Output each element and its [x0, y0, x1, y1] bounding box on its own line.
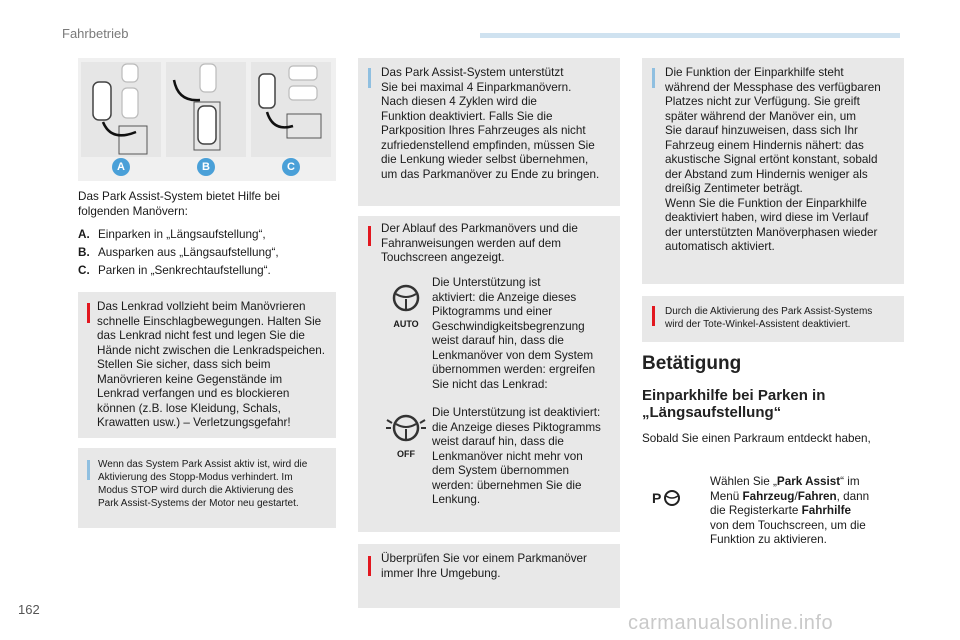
info-icon — [652, 68, 655, 88]
warning-icon — [368, 226, 371, 246]
auto-icon-label: AUTO — [393, 319, 419, 329]
watermark: carmanualsonline.info — [628, 612, 834, 634]
info-box-max-maneuvers — [358, 58, 620, 206]
body-text: Sobald Sie einen Parkraum entdeckt haben, — [642, 432, 871, 445]
svg-text:P: P — [652, 490, 662, 506]
info-box-parking-sensors — [642, 58, 904, 284]
diagram-panel-a — [81, 62, 161, 157]
auto-text: Die Unterstützung ist aktiviert: die Anzeige dieses Piktogramms und einer Geschwindigkeitsbegrenzung weist darauf hin, dass die Lenkmanöver von dem System übernommen werden: ergreifen Sie nicht das Lenkrad: — [432, 276, 596, 391]
maneuver-list — [78, 228, 279, 282]
info-icon — [87, 460, 90, 480]
info-text: Die Funktion der Einparkhilfe steht während der Messphase des verfügbaren Platzes nicht zur Verfügung. Sie greift später während der Manöver ein, um Sie darauf hinzuweisen, dass sich Ihr Fahrzeug einem Hindernis nähert: das akustische Signal ertönt konstant, sobald der Abstand zum Hindernis weniger als dreißig Zentimeter beträgt. Wenn Sie die Funktion der Einparkhilfe deaktiviert haben, wird diese im Verlauf der unterstützten Manöverphasen wieder automatisch aktiviert. — [665, 66, 881, 253]
steering-off-icon — [384, 412, 428, 460]
list-text: Einparken in „Längsaufstellung“, — [98, 228, 266, 241]
parking-diagram — [78, 58, 336, 181]
step-instruction: Wählen Sie „Park Assist“ im Menü Fahrzeug/Fahren, dann die Registerkarte Fahrhilfe von dem Touchscreen, um die Funktion zu aktivieren. — [710, 475, 870, 546]
off-text: Die Unterstützung ist deaktiviert: die Anzeige dieses Piktogramms weist darauf hin, dass die Lenkmanöver nicht mehr von dem System übernommen werden: übernehmen Sie die Lenkung. — [432, 406, 601, 506]
park-assist-icon — [652, 486, 684, 512]
intro-line: Das Park Assist-System bietet Hilfe bei — [78, 190, 281, 203]
info-box-stop-mode — [78, 448, 336, 528]
list-text: Ausparken aus „Längsaufstellung“, — [98, 246, 279, 259]
list-item — [78, 228, 279, 246]
warning-icon — [87, 303, 90, 323]
section-title: Fahrbetrieb — [62, 26, 129, 41]
subheading-laengsaufstellung: Einparkhilfe bei Parken in „Längsaufstellung“ — [642, 387, 826, 421]
parallel-parking-in-illustration — [81, 62, 161, 157]
steering-auto-icon — [386, 282, 426, 330]
list-text: Parken in „Senkrechtaufstellung“. — [98, 264, 271, 277]
warning-box-check-surroundings — [358, 544, 620, 608]
warning-box-touchscreen — [358, 216, 620, 532]
info-text: Wenn das System Park Assist aktiv ist, wird die Aktivierung des Stopp-Modus verhindert. Im Modus STOP wird durch die Aktivierung des Park Assist-Systems der Motor neu gestartet. — [98, 459, 308, 509]
warning-text: Durch die Aktivierung des Park Assist-Systems wird der Tote-Winkel-Assistent deaktiviert. — [665, 306, 873, 330]
intro-text — [78, 190, 280, 219]
diagram-panel-c — [251, 62, 331, 157]
warning-text: Das Lenkrad vollzieht beim Manövrieren schnelle Einschlagbewegungen. Halten Sie das Lenkrad nicht fest und legen Sie die Hände nicht zwischen die Lenkradspeichen. Stellen Sie sicher, dass sich beim Manövrieren keine Gegenstände im Lenkrad verfangen und es blockieren können (z.B. lose Kleidung, Schals, Krawatten usw.) – Verletzungsgefahr! — [97, 300, 326, 429]
warning-text: Überprüfen Sie vor einem Parkmanöver immer Ihre Umgebung. — [381, 552, 587, 580]
warning-icon — [652, 306, 655, 326]
header-bar — [480, 33, 900, 38]
warning-text: Der Ablauf des Parkmanövers und die Fahranweisungen werden auf dem Touchscreen angezeigt. — [381, 222, 578, 264]
list-letter: A. — [78, 228, 90, 241]
warning-icon — [368, 556, 371, 576]
parallel-parking-out-illustration — [166, 62, 246, 157]
diagram-label-c: C — [282, 158, 300, 176]
list-item — [78, 246, 279, 264]
warning-box-blind-spot — [642, 296, 904, 342]
diagram-label-b: B — [197, 158, 215, 176]
list-letter: C. — [78, 264, 90, 277]
diagram-panel-b — [166, 62, 246, 157]
intro-line: folgenden Manövern: — [78, 204, 188, 218]
info-text: Das Park Assist-System unterstützt Sie bei maximal 4 Einparkmanövern. Nach diesen 4 Zyklen wird die Funktion deaktiviert. Falls Sie die Parkposition Ihres Fahrzeuges als nicht zufriedenstellend empfinden, müssen Sie die Lenkung wieder selbst übernehmen, um das Parkmanöver zu Ende zu bringen. — [381, 66, 600, 181]
perpendicular-parking-illustration — [251, 62, 331, 157]
warning-box-steering — [78, 292, 336, 438]
page-number: 162 — [18, 602, 40, 617]
heading-betaetigung: Betätigung — [642, 353, 742, 374]
off-icon-label: OFF — [397, 449, 415, 459]
info-icon — [368, 68, 371, 88]
list-letter: B. — [78, 246, 90, 259]
list-item — [78, 264, 279, 282]
diagram-label-a: A — [112, 158, 130, 176]
